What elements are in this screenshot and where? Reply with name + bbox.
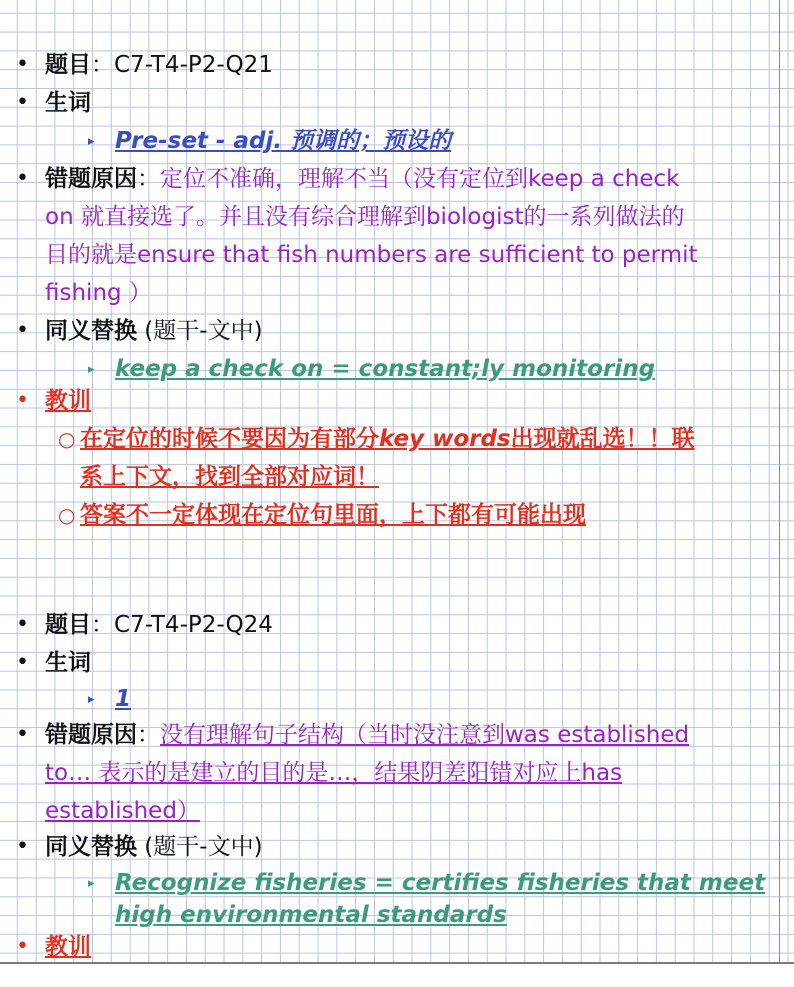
- bullet-icon: •: [16, 90, 29, 115]
- bullet-icon: •: [16, 650, 29, 675]
- synonym-suffix: (题干-文中): [137, 318, 263, 344]
- topic-sep: ：: [91, 52, 114, 78]
- synonym-label: 同义替换: [45, 834, 137, 860]
- triangle-bullet-icon: ▸: [88, 876, 95, 891]
- reason-text-line: fishing ）: [45, 280, 152, 306]
- bullet-icon: •: [16, 934, 29, 959]
- circle-bullet-icon: ○: [58, 427, 76, 451]
- bullet-icon: •: [16, 166, 29, 191]
- topic-value: C7-T4-P2-Q21: [114, 52, 273, 78]
- lesson-label: 教训: [45, 934, 91, 960]
- lesson-keyword: key words: [379, 426, 511, 452]
- vocab-label: 生词: [45, 650, 91, 676]
- triangle-bullet-icon: ▸: [88, 692, 95, 707]
- reason-text-line: on 就直接选了。并且没有综合理解到biologist的一系列做法的: [45, 204, 685, 230]
- synonym-suffix: (题干-文中): [137, 834, 263, 860]
- lesson-label: 教训: [45, 388, 91, 414]
- reason-text-line: established）: [45, 798, 200, 824]
- page-edge: [779, 0, 780, 962]
- triangle-bullet-icon: ▸: [88, 134, 95, 149]
- bullet-icon: •: [16, 612, 29, 637]
- topic-label: 题目: [45, 612, 91, 638]
- vocab-term: Pre-set - adj.: [115, 128, 283, 154]
- triangle-bullet-icon: ▸: [88, 362, 95, 377]
- reason-text-line: 定位不准确，理解不当（没有定位到keep a check: [160, 166, 680, 192]
- reason-label: 错题原因: [45, 166, 137, 192]
- synonym-label: 同义替换: [45, 318, 137, 344]
- synonym-text: keep a check on = constant;ly monitoring: [115, 356, 656, 382]
- synonym-text: Recognize fisheries = certifies fisheries that meet: [115, 870, 766, 896]
- bullet-icon: •: [16, 52, 29, 77]
- page-footer-bar: [0, 962, 794, 987]
- bullet-icon: •: [16, 722, 29, 747]
- topic-label: 题目: [45, 52, 91, 78]
- synonym-text: high environmental standards: [115, 902, 507, 928]
- reason-label: 错题原因: [45, 722, 137, 748]
- reason-sep: ：: [137, 722, 160, 748]
- lesson-text: 在定位的时候不要因为有部分: [80, 426, 379, 452]
- lesson-text: 出现就乱选！！联: [510, 426, 695, 452]
- circle-bullet-icon: ○: [58, 503, 76, 527]
- vocab-label: 生词: [45, 90, 91, 116]
- lesson-text: 答案不一定体现在定位句里面，上下都有可能出现: [80, 502, 586, 528]
- bullet-icon: •: [16, 318, 29, 343]
- reason-text-line: 目的就是ensure that fish numbers are sufficient to permit: [45, 242, 698, 268]
- vocab-term: 1: [115, 686, 132, 712]
- bullet-icon: •: [16, 388, 29, 413]
- reason-text-line: 没有理解句子结构（当时没注意到was established: [160, 722, 690, 748]
- topic-value: C7-T4-P2-Q24: [114, 612, 273, 638]
- bullet-icon: •: [16, 834, 29, 859]
- reason-text-line: to… 表示的是建立的目的是…，结果阴差阳错对应上has: [45, 760, 623, 786]
- lesson-text: 系上下文，找到全部对应词！: [80, 464, 379, 490]
- topic-sep: ：: [91, 612, 114, 638]
- reason-sep: ：: [137, 166, 160, 192]
- vocab-definition: 预调的；预设的: [282, 128, 452, 154]
